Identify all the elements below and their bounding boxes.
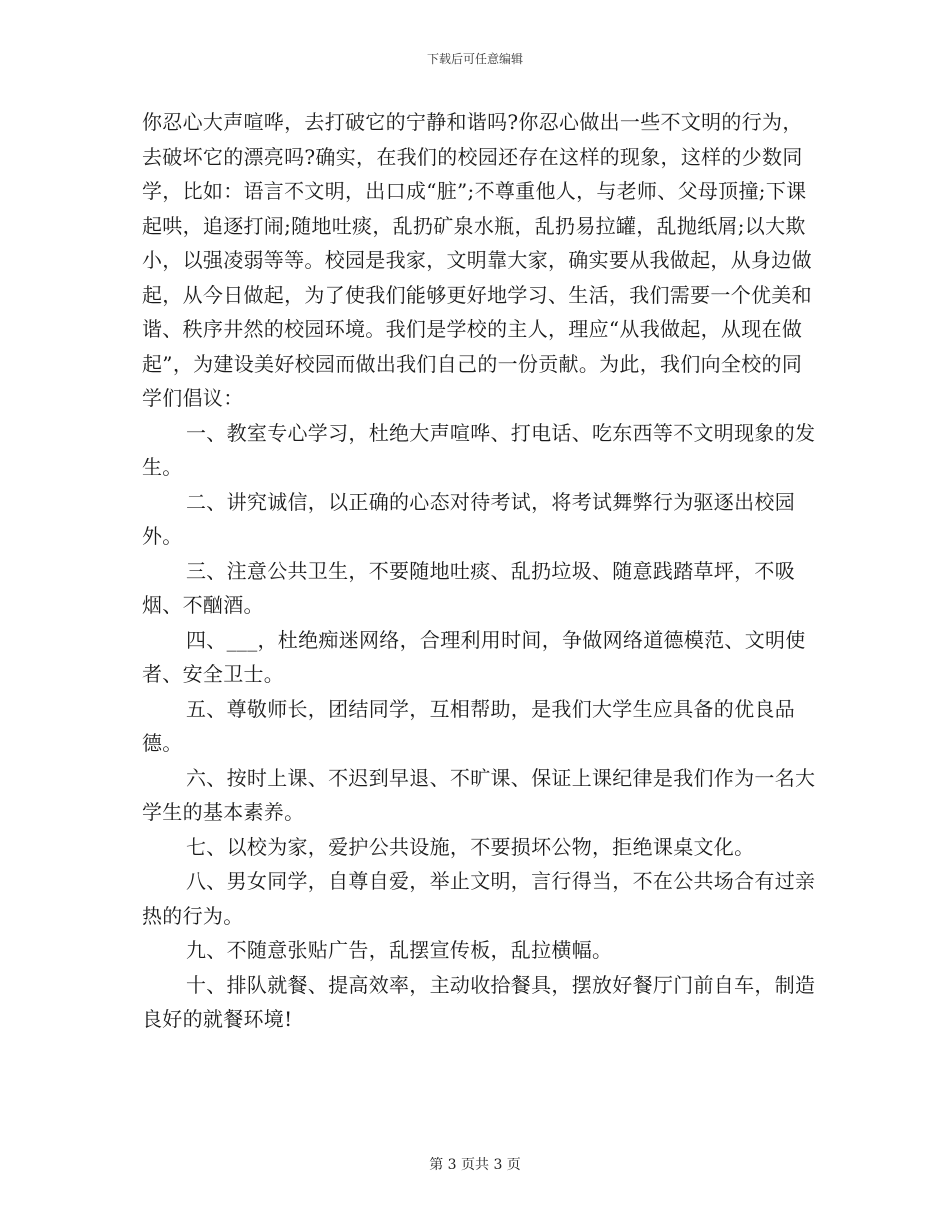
- proposal-item-1: 一、教室专心学习，杜绝大声喧哗、打电话、吃东西等不文明现象的发生。: [142, 420, 816, 479]
- proposal-item-5: 五、尊敬师长，团结同学，互相帮助，是我们大学生应具备的优良品德。: [142, 696, 795, 755]
- proposal-item-4: 四、___，杜绝痴迷网络，合理利用时间，争做网络道德模范、文明使者、安全卫士。: [142, 627, 806, 686]
- proposal-item-7: 七、以校为家，爱护公共设施，不要损坏公物，拒绝课桌文化。: [186, 834, 755, 859]
- intro-paragraph: 你忍心大声喧哗，去打破它的宁静和谐吗?你忍心做出一些不文明的行为，去破坏它的漂亮吗?确实，在我们的校园还存在这样的现象，这样的少数同学，比如：语言不文明，出口成“脏”;不尊重他人，与老师、父母顶撞;下课起哄，追逐打闹;随地吐痰，乱扔矿泉水瓶，乱扔易拉罐，乱抛纸屑;以大欺小，以强凌弱等等。校园是我家，文明靠大家，确实要从我做起，从身边做起，从今日做起，为了使我们能够更好地学习、生活，我们需要一个优美和谐、秩序井然的校园环境。我们是学校的主人，理应“从我做起，从现在做起”，为建设美好校园而做出我们自己的一份贡献。为此，我们向全校的同学们倡议：: [142, 110, 812, 410]
- proposal-item-10: 十、排队就餐、提高效率，主动收拾餐具，摆放好餐厅门前自车，制造良好的就餐环境!: [142, 972, 816, 1031]
- document-body: [142, 105, 822, 1037]
- proposal-item-9: 九、不随意张贴广告，乱摆宣传板，乱拉横幅。: [186, 938, 613, 962]
- proposal-item-3: 三、注意公共卫生，不要随地吐痰、乱扔垃圾、随意践踏草坪，不吸烟、不酗酒。: [142, 558, 795, 617]
- page-header: 下载后可任意编辑: [426, 52, 523, 66]
- proposal-item-2: 二、讲究诚信，以正确的心态对待考试，将考试舞弊行为驱逐出校园外。: [142, 489, 795, 548]
- proposal-item-8: 八、男女同学，自尊自爱，举止文明，言行得当，不在公共场合有过亲热的行为。: [142, 869, 816, 928]
- page-number: 第 3 页共 3 页: [429, 1157, 521, 1173]
- proposal-item-6: 六、按时上课、不迟到早退、不旷课、保证上课纪律是我们作为一名大学生的基本素养。: [142, 765, 816, 824]
